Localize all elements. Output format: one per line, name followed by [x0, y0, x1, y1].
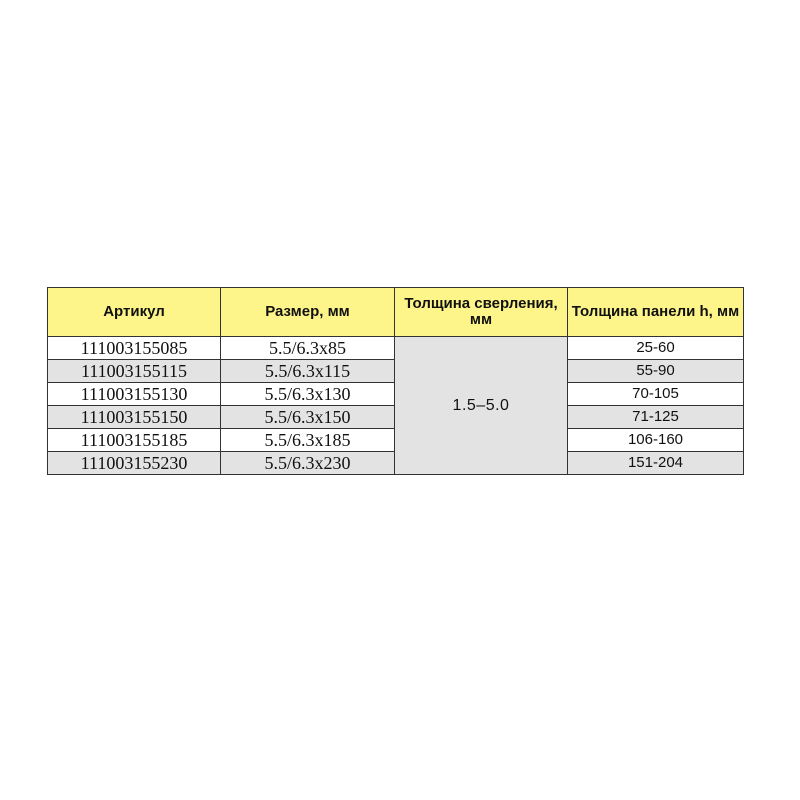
drilling-thickness-cell: 1.5–5.0: [395, 337, 568, 475]
header-drilling-thickness: Толщина сверления, мм: [395, 288, 568, 337]
article-cell: 111003155150: [48, 406, 221, 429]
size-cell: 5.5/6.3x130: [221, 383, 395, 406]
header-row: [48, 288, 744, 337]
panel-thickness-cell: 151-204: [568, 452, 744, 475]
size-cell: 5.5/6.3x185: [221, 429, 395, 452]
size-cell: 5.5/6.3x85: [221, 337, 395, 360]
article-cell: 111003155115: [48, 360, 221, 383]
header-panel-thickness: Толщина панели h, мм: [568, 288, 744, 337]
article-cell: 111003155185: [48, 429, 221, 452]
table-row: [48, 337, 744, 360]
article-cell: 111003155130: [48, 383, 221, 406]
panel-thickness-cell: 25-60: [568, 337, 744, 360]
panel-thickness-cell: 71-125: [568, 406, 744, 429]
header-article: Артикул: [48, 288, 221, 337]
spec-table: [47, 287, 744, 475]
article-cell: 111003155085: [48, 337, 221, 360]
panel-thickness-cell: 55-90: [568, 360, 744, 383]
size-cell: 5.5/6.3x150: [221, 406, 395, 429]
header-size: Размер, мм: [221, 288, 395, 337]
size-cell: 5.5/6.3x230: [221, 452, 395, 475]
panel-thickness-cell: 106-160: [568, 429, 744, 452]
panel-thickness-cell: 70-105: [568, 383, 744, 406]
article-cell: 111003155230: [48, 452, 221, 475]
size-cell: 5.5/6.3x115: [221, 360, 395, 383]
